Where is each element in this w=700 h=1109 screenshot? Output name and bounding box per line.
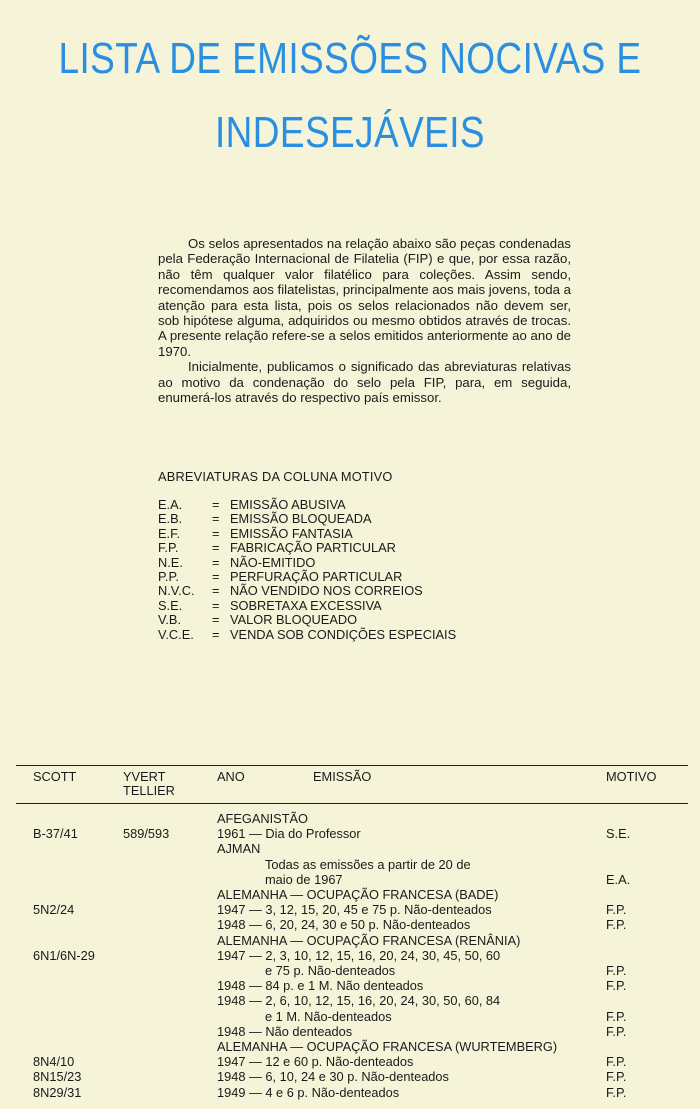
abbreviation-meaning: SOBRETAXA EXCESSIVA: [230, 597, 382, 613]
emission-cell: 1947 — 12 e 60 p. Não-denteados: [217, 1054, 414, 1070]
table-row: [0, 1054, 700, 1069]
abbreviation-row: [158, 556, 456, 570]
header-ano: ANO: [217, 769, 245, 784]
emission-cell: 1947 — 3, 12, 15, 20, 45 e 75 p. Não-denteados: [217, 902, 492, 918]
abbreviation-row: [158, 628, 456, 642]
abbreviation-row: [158, 541, 456, 555]
table-top-rule: [16, 765, 688, 766]
table-row: [0, 917, 700, 932]
table-row: [0, 933, 700, 948]
table-row: [0, 826, 700, 841]
motivo-cell: F.P.: [606, 1084, 627, 1100]
abbreviation-meaning: VALOR BLOQUEADO: [230, 612, 358, 628]
abbreviation-row: [158, 512, 456, 526]
abbreviation-code: F.P.: [158, 540, 179, 556]
abbreviation-row: [158, 527, 456, 541]
table-row: [0, 1009, 700, 1024]
motivo-cell: F.P.: [606, 978, 627, 994]
header-yvert-line-2: TELLIER: [123, 783, 175, 798]
abbreviations-heading: ABREVIATURAS DA COLUNA MOTIVO: [158, 469, 393, 484]
abbreviation-equals: =: [212, 626, 220, 642]
table-row: [0, 902, 700, 917]
abbreviation-meaning: NÃO-EMITIDO: [230, 554, 316, 570]
abbreviation-code: E.B.: [158, 511, 183, 527]
abbreviation-meaning: EMISSÃO ABUSIVA: [230, 497, 346, 512]
abbreviation-code: N.E.: [158, 554, 183, 570]
scott-cell: 5N2/24: [33, 902, 75, 918]
yvert-cell: 589/593: [123, 826, 170, 842]
scott-cell: 8N15/23: [33, 1069, 82, 1085]
abbreviation-code: V.B.: [158, 612, 182, 628]
motivo-cell: F.P.: [606, 1008, 627, 1024]
table-header-rule: [16, 803, 688, 804]
table-row: [0, 887, 700, 902]
table-row: [0, 993, 700, 1008]
emission-cell: 1948 — 2, 6, 10, 12, 15, 16, 20, 24, 30, 50, 60, 84: [217, 993, 501, 1009]
header-scott: SCOTT: [33, 769, 77, 784]
scott-cell: 6N1/6N-29: [33, 947, 95, 963]
table-row: [0, 841, 700, 856]
motivo-cell: F.P.: [606, 1069, 627, 1085]
emission-cell: 1948 — 6, 10, 24 e 30 p. Não-denteados: [217, 1069, 449, 1085]
emission-cell: e 1 M. Não-denteados: [265, 1008, 392, 1024]
emission-cell: ALEMANHA — OCUPAÇÃO FRANCESA (WURTEMBERG): [217, 1039, 558, 1054]
abbreviation-meaning: EMISSÃO FANTASIA: [230, 525, 353, 541]
intro-paragraph-2: Inicialmente, publicamos o significado das abreviaturas relativas ao motivo da condenação do selo pela FIP, para, em seguida, enumerá-los através do respectivo país emissor.: [158, 359, 571, 406]
motivo-cell: F.P.: [606, 1054, 627, 1070]
motivo-cell: S.E.: [606, 826, 631, 842]
header-motivo: MOTIVO: [606, 769, 657, 784]
abbreviation-equals: =: [212, 525, 220, 541]
abbreviation-meaning: VENDA SOB CONDIÇÕES ESPECIAIS: [230, 626, 457, 642]
abbreviation-row: [158, 570, 456, 584]
emission-cell: Todas as emissões a partir de 20 de: [265, 856, 471, 872]
abbreviations-list: [158, 498, 456, 642]
table-row: [0, 1039, 700, 1054]
emission-cell: 1961 — Dia do Professor: [217, 826, 361, 842]
emission-cell: 1948 — Não denteados: [217, 1023, 353, 1039]
page-title: [56, 22, 644, 170]
table-row: [0, 1069, 700, 1084]
table-row: [0, 872, 700, 887]
abbreviation-code: V.C.E.: [158, 626, 194, 642]
abbreviation-code: S.E.: [158, 597, 183, 613]
emission-cell: 1947 — 2, 3, 10, 12, 15, 16, 20, 24, 30, 45, 50, 60: [217, 947, 501, 963]
table-row: [0, 857, 700, 872]
title-line-1: LISTA DE EMISSÕES NOCIVAS E: [58, 34, 642, 83]
abbreviation-row: [158, 584, 456, 598]
emission-cell: 1949 — 4 e 6 p. Não-denteados: [217, 1084, 400, 1100]
table-row: [0, 978, 700, 993]
emission-cell: 1948 — 6, 20, 24, 30 e 50 p. Não-denteados: [217, 917, 471, 933]
emission-cell: AJMAN: [217, 841, 261, 857]
table-row: [0, 948, 700, 963]
emission-cell: maio de 1967: [265, 871, 343, 887]
abbreviation-meaning: FABRICAÇÃO PARTICULAR: [230, 540, 396, 556]
abbreviation-code: P.P.: [158, 569, 179, 585]
header-emissao: EMISSÃO: [313, 769, 372, 784]
table-row: [0, 1085, 700, 1100]
abbreviation-meaning: PERFURAÇÃO PARTICULAR: [230, 569, 403, 585]
abbreviation-meaning: NÃO VENDIDO NOS CORREIOS: [230, 583, 423, 599]
header-yvert: [123, 770, 175, 798]
abbreviation-meaning: EMISSÃO BLOQUEADA: [230, 511, 372, 527]
abbreviation-equals: =: [212, 597, 220, 613]
abbreviation-equals: =: [212, 569, 220, 585]
abbreviation-equals: =: [212, 612, 220, 628]
header-yvert-line-1: YVERT: [123, 769, 166, 784]
motivo-cell: F.P.: [606, 902, 627, 918]
scott-cell: B-37/41: [33, 826, 78, 842]
abbreviation-row: [158, 599, 456, 613]
abbreviation-equals: =: [212, 540, 220, 556]
motivo-cell: E.A.: [606, 871, 631, 887]
title-line-2: INDESEJÁVEIS: [214, 108, 486, 157]
emission-cell: ALEMANHA — OCUPAÇÃO FRANCESA (BADE): [217, 887, 499, 902]
emission-cell: e 75 p. Não-denteados: [265, 963, 396, 978]
abbreviation-code: N.V.C.: [158, 583, 195, 599]
table-row: [0, 963, 700, 978]
abbreviation-equals: =: [212, 497, 220, 512]
abbreviation-row: [158, 613, 456, 627]
abbreviation-equals: =: [212, 554, 220, 570]
abbreviation-equals: =: [212, 511, 220, 527]
intro-text: [158, 236, 571, 405]
abbreviation-code: E.A.: [158, 497, 183, 512]
emission-cell: 1948 — 84 p. e 1 M. Não denteados: [217, 978, 424, 994]
abbreviation-code: E.F.: [158, 525, 181, 541]
motivo-cell: F.P.: [606, 1023, 627, 1039]
table-row: [0, 811, 700, 826]
abbreviation-equals: =: [212, 583, 220, 599]
emission-cell: ALEMANHA — OCUPAÇÃO FRANCESA (RENÂNIA): [217, 932, 521, 948]
emission-cell: AFEGANISTÃO: [217, 811, 309, 826]
motivo-cell: F.P.: [606, 917, 627, 933]
scott-cell: 8N29/31: [33, 1084, 82, 1100]
scott-cell: 8N4/10: [33, 1054, 75, 1070]
intro-paragraph-1: Os selos apresentados na relação abaixo são peças condenadas pela Federação Internacional de Filatelia (FIP) e que, por essa razão, não têm qualquer valor filatélico para coleções. Assim sendo, recomendamos aos filatelistas, principalmente aos mais jovens, toda a atenção para esta lista, pois os selos relacionados não devem ser, sob hipótese alguma, adquiridos ou mesmo obtidos através de trocas. A presente relação refere-se a selos emitidos anteriormente ao ano de 1970.: [158, 236, 571, 359]
abbreviation-row: [158, 498, 456, 512]
motivo-cell: F.P.: [606, 963, 627, 978]
table-row: [0, 1024, 700, 1039]
